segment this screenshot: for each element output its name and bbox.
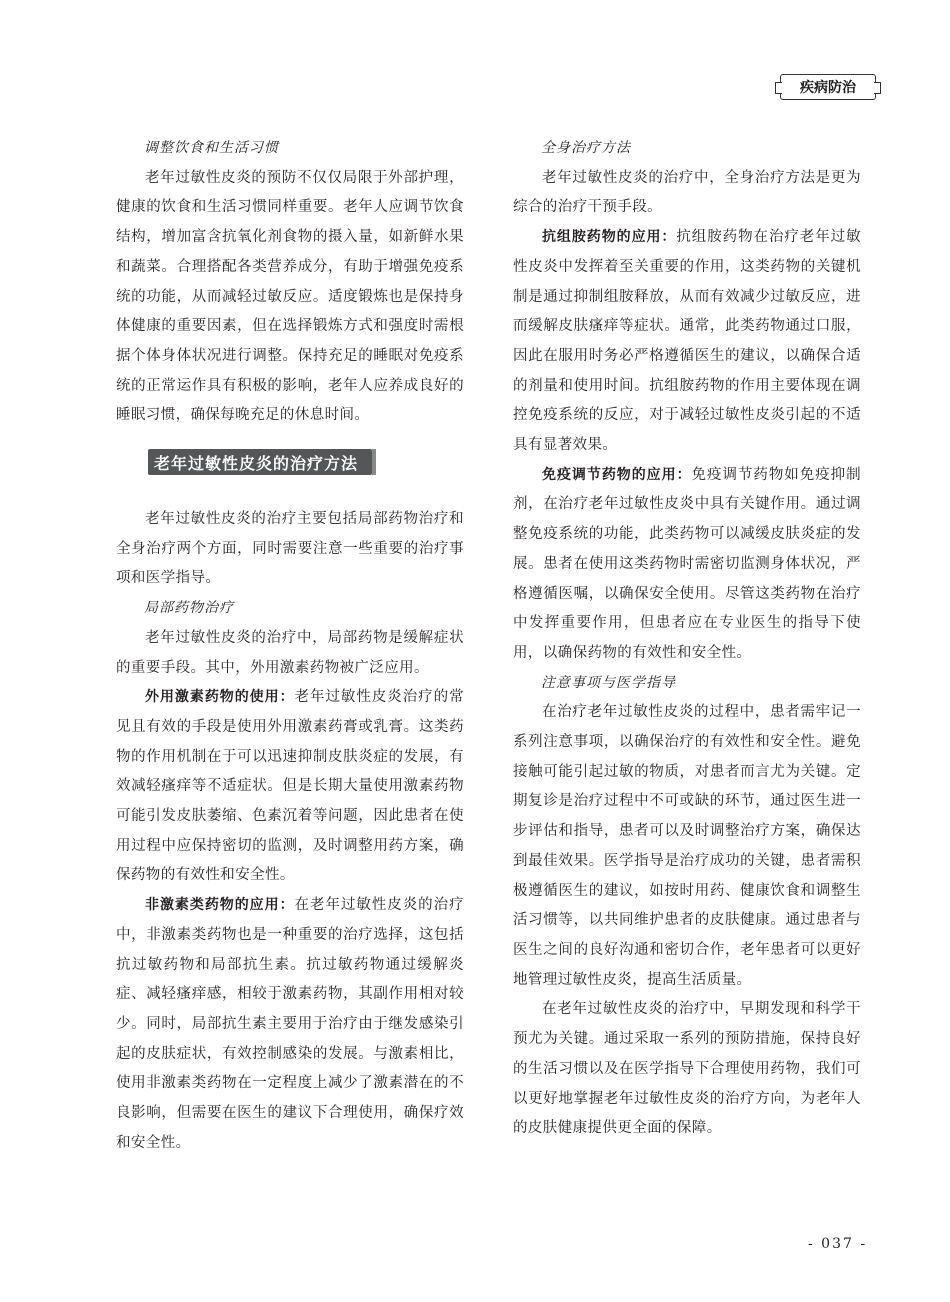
steroid-lead: 外用激素药物的使用： <box>145 689 295 706</box>
nonsteroid-text: 在老年过敏性皮炎的治疗中，非激素类药物也是一种重要的治疗选择，这包括抗过敏药物和局部抗生素。抗过敏药物通过缓解炎症、减轻瘙痒感，相较于激素药物，其副作用相对较少。同时，局部抗生素主要用于治疗由于继发感染引起的皮肤症状，有效控制感染的发展。与激素相比，使用非激素类药物在一定程度上减少了激素潜在的不良影响，但需要在医生的建议下合理使用，确保疗效和安全性。 <box>116 897 464 1151</box>
left-column <box>116 134 464 1159</box>
subheading-systemic: 全身治疗方法 <box>541 140 631 156</box>
paragraph-nonsteroid <box>116 891 464 1158</box>
immune-text: 免疫调节药物如免疫抑制剂，在治疗老年过敏性皮炎中具有关键作用。通过调整免疫系统的功能，此类药物可以减缓皮肤炎症的发展。患者在使用这类药物时需密切监测身体状况，严格遵循医嘱，以确保安全使用。尽管这类药物在治疗中发挥重要作用，但患者应在专业医生的指导下使用，以确保药物的有效性和安全性。 <box>513 466 861 661</box>
paragraph-immune <box>513 461 861 669</box>
antihistamine-lead: 抗组胺药物的应用： <box>542 229 677 246</box>
section-tag <box>780 74 876 100</box>
subheading-diet-lifestyle: 调整饮食和生活习惯 <box>144 140 279 156</box>
antihistamine-text: 抗组胺药物在治疗老年过敏性皮炎中发挥着至关重要的作用，这类药物的关键机制是通过抑制组胺释放，从而有效减少过敏反应，进而缓解皮肤瘙痒等症状。通常，此类药物通过口服，因此在服用时务必严格遵循医生的建议，以确保合适的剂量和使用时间。抗组胺药物的作用主要体现在调控免疫系统的反应，对于减轻过敏性皮炎引起的不适具有显著效果。 <box>513 229 861 454</box>
paragraph-diet-lifestyle: 老年过敏性皮炎的预防不仅仅局限于外部护理，健康的饮食和生活习惯同样重要。老年人应调节饮食结构，增加富含抗氧化剂食物的摄入量，如新鲜水果和蔬菜。合理搭配各类营养成分，有助于增强免疫系统的功能，从而减轻过敏反应。适度锻炼也是保持身体健康的重要因素，但在选择锻炼方式和强度时需根据个体身体状况进行调整。保持充足的睡眠对免疫系统的正常运作具有积极的影响，老年人应养成良好的睡眠习惯，确保每晚充足的休息时间。 <box>116 169 464 424</box>
paragraph-systemic: 老年过敏性皮炎的治疗中，全身治疗方法是更为综合的治疗干预手段。 <box>513 169 861 216</box>
section-tag-label: 疾病防治 <box>800 80 856 96</box>
paragraph-precautions: 在治疗老年过敏性皮炎的过程中，患者需牢记一系列注意事项，以确保治疗的有效性和安全性。避免接触可能引起过敏的物质，对患者而言尤为关键。定期复诊是治疗过程中不可或缺的环节，通过医生进一步评估和指导，患者可以及时调整治疗方案，确保达到最佳效果。医学指导是治疗成功的关键，患者需积极遵循医生的建议，如按时用药、健康饮食和调整生活习惯等，以共同维护患者的皮肤健康。通过患者与医生之间的良好沟通和密切合作，老年患者可以更好地管理过敏性皮炎，提高生活质量。 <box>513 704 861 988</box>
right-column <box>513 134 861 1144</box>
section-title: 老年过敏性皮炎的治疗方法 <box>148 449 372 475</box>
page-number: - 037 - <box>808 1236 868 1252</box>
section-banner <box>116 437 464 497</box>
immune-lead: 免疫调节药物的应用： <box>542 466 692 483</box>
paragraph-treatment-intro: 老年过敏性皮炎的治疗主要包括局部药物治疗和全身治疗两个方面，同时需要注意一些重要的治疗事项和医学指导。 <box>116 511 464 587</box>
subheading-topical: 局部药物治疗 <box>144 600 234 617</box>
steroid-text: 老年过敏性皮炎治疗的常见且有效的手段是使用外用激素药膏或乳膏。这类药物的作用机制在于可以迅速抑制皮肤炎症的发展，有效减轻瘙痒等不适症状。但是长期大量使用激素药物可能引发皮肤萎缩、色素沉着等问题，因此患者在使用过程中应保持密切的监测，及时调整用药方案，确保药物的有效性和安全性。 <box>116 689 464 884</box>
paragraph-antihistamine <box>513 223 861 461</box>
paragraph-conclusion: 在老年过敏性皮炎的治疗中，早期发现和科学干预尤为关键。通过采取一系列的预防措施，保持良好的生活习惯以及在医学指导下合理使用药物，我们可以更好地掌握老年过敏性皮炎的治疗方向，为老年人的皮肤健康提供更全面的保障。 <box>513 1001 861 1137</box>
nonsteroid-lead: 非激素类药物的应用： <box>145 897 295 914</box>
paragraph-topical: 老年过敏性皮炎的治疗中，局部药物是缓解症状的重要手段。其中，外用激素药物被广泛应用。 <box>116 629 464 676</box>
paragraph-steroid <box>116 683 464 891</box>
subheading-precautions: 注意事项与医学指导 <box>541 674 676 691</box>
